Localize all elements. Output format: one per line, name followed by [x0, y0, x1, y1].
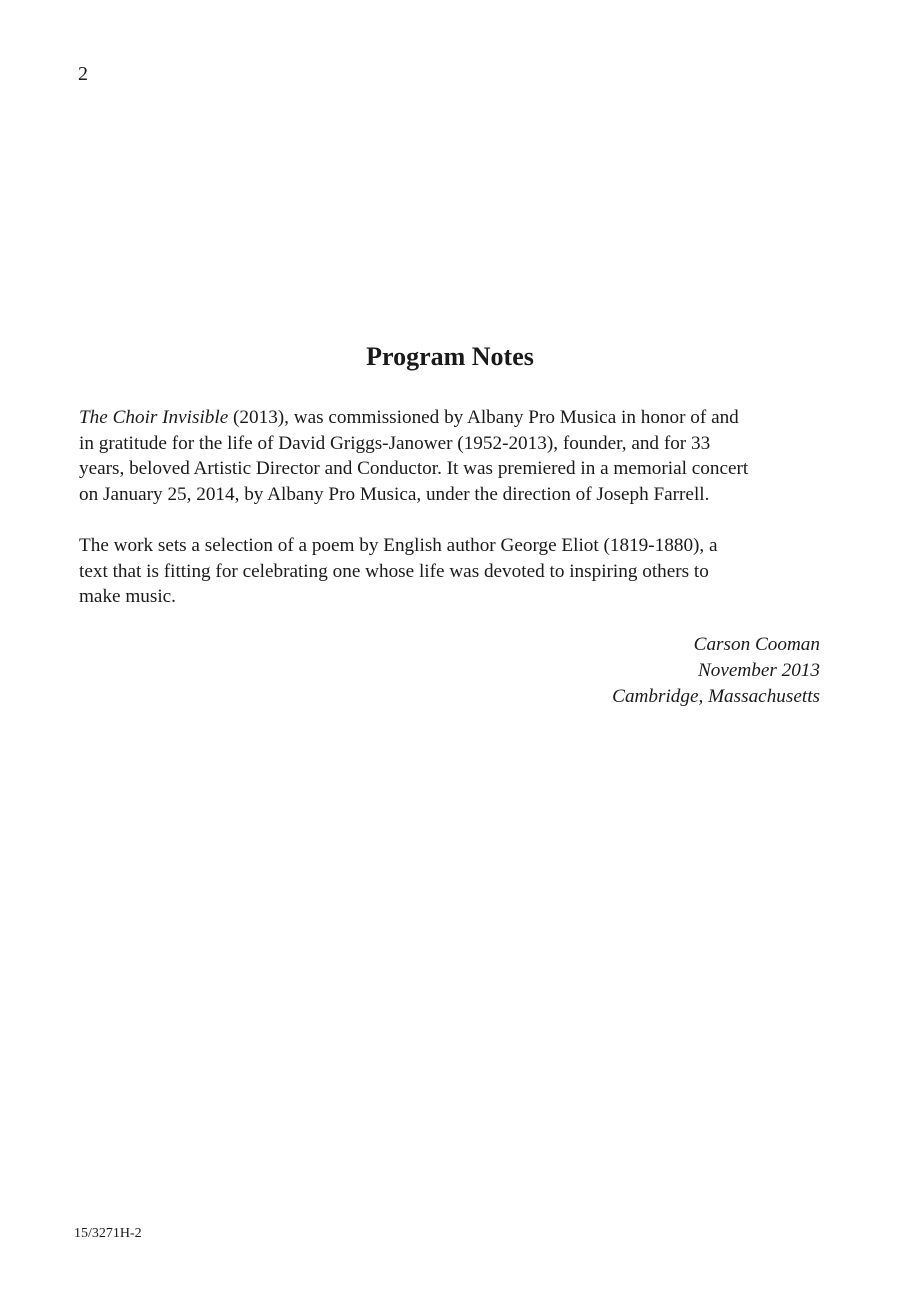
- paragraph-1-line-1: [79, 405, 824, 431]
- signature-author: Carson Cooman: [693, 634, 820, 655]
- page-number: 2: [78, 63, 88, 85]
- paragraph-2-line-3: make music.: [79, 586, 176, 608]
- paragraph-1-line-3: years, beloved Artistic Director and Conductor. It was premiered in a memorial concert: [79, 458, 749, 480]
- work-title: The Choir Invisible: [79, 407, 229, 428]
- signature-place: Cambridge, Massachusetts: [612, 686, 820, 707]
- paragraph-2-line-1: The work sets a selection of a poem by English author George Eliot (1819-1880), a: [79, 535, 718, 556]
- signature-date: November 2013: [697, 660, 820, 681]
- program-note-paragraph-2: [79, 533, 824, 610]
- catalog-number: 15/3271H-2: [74, 1226, 142, 1241]
- paragraph-1-line-4: on January 25, 2014, by Albany Pro Musica, under the direction of Joseph Farrell.: [79, 484, 710, 506]
- paragraph-1-line-1-text: (2013), was commissioned by Albany Pro Musica in honor of and: [228, 407, 739, 428]
- program-note-paragraph-1: [79, 405, 824, 508]
- paragraph-2-line-2: text that is fitting for celebrating one whose life was devoted to inspiring others to: [79, 560, 709, 582]
- paragraph-1-line-2: in gratitude for the life of David Griggs-Janower (1952-2013), founder, and for 33: [79, 432, 711, 454]
- signature-block: [612, 632, 820, 710]
- page-title: Program Notes: [366, 342, 534, 371]
